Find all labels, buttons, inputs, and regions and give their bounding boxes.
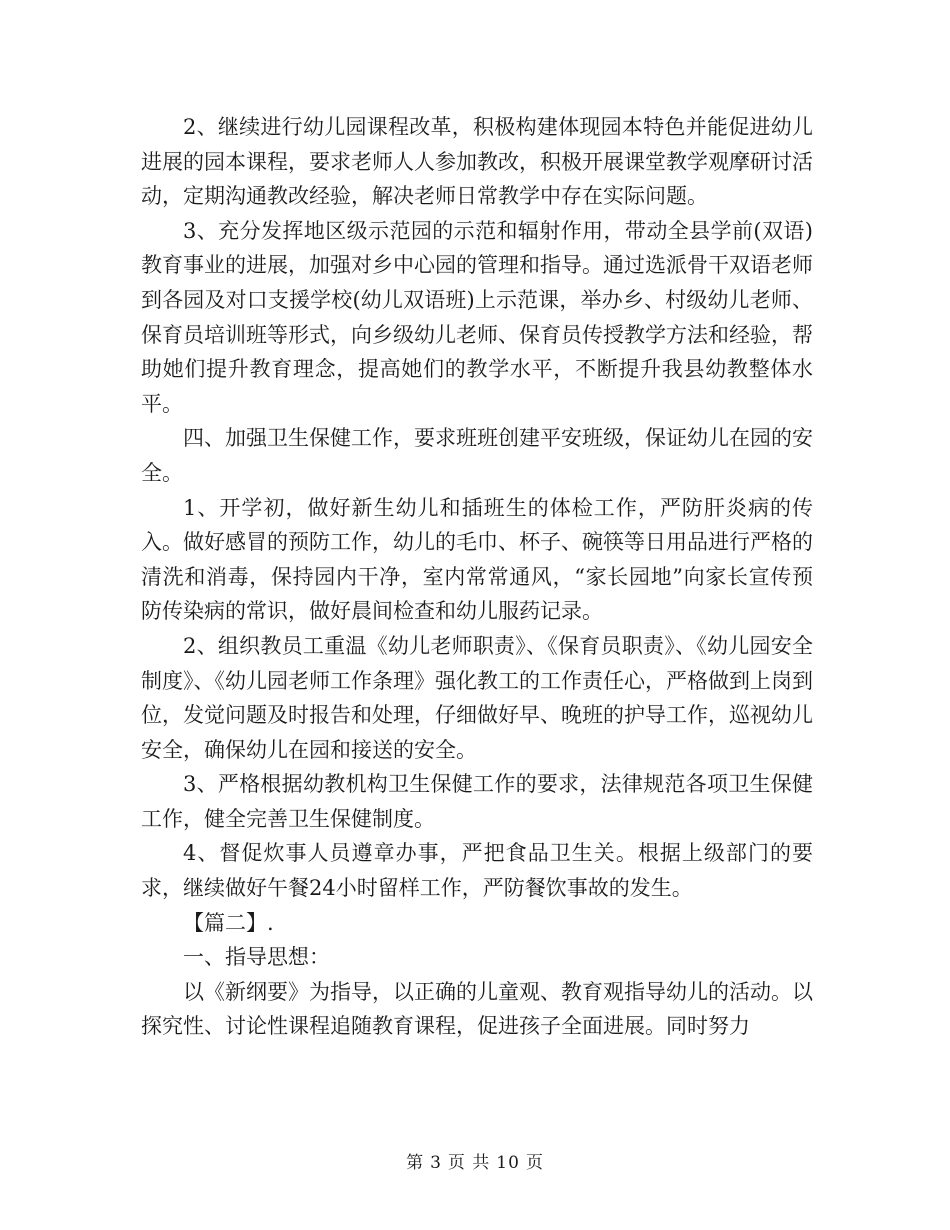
paragraph: 3、充分发挥地区级示范园的示范和辐射作用，带动全县学前(双语)教育事业的进展，加强对乡中心园的管理和指导。通过选派骨干双语老师到各园及对口支援学校(幼儿双语班)上示范课，举办乡、村级幼儿老师、保育员培训班等形式，向乡级幼儿老师、保育员传授教学方法和经验，帮助她们提升教育理念，提高她们的教学水平，不断提升我县幼教整体水平。 [141, 218, 813, 416]
footer-middle: 页 共 [447, 1153, 491, 1173]
paragraph: 4、督促炊事人员遵章办事，严把食品卫生关。根据上级部门的要求，继续做好午餐24小时留样工作，严防餐饮事故的发生。 [141, 841, 813, 901]
current-page-number: 3 [430, 1153, 442, 1173]
paragraph: 1、开学初，做好新生幼儿和插班生的体检工作，严防肝炎病的传入。做好感冒的预防工作，幼儿的毛巾、杯子、碗筷等日用品进行严格的清洗和消毒，保持园内干净，室内常常通风，“家长园地”向家长宣传预防传染病的常识，做好晨间检查和幼儿服药记录。 [141, 495, 813, 624]
footer-suffix: 页 [525, 1153, 544, 1173]
section-heading: 一、指导思想： [183, 945, 330, 970]
part-heading: 【篇二】. [183, 910, 274, 935]
paragraph: 3、严格根据幼教机构卫生保健工作的要求，法律规范各项卫生保健工作，健全完善卫生保健制度。 [141, 772, 813, 831]
total-pages-number: 10 [496, 1153, 520, 1173]
document-body [141, 110, 813, 1044]
paragraph: 以《新纲要》为指导，以正确的儿童观、教育观指导幼儿的活动。以探究性、讨论性课程追随教育课程，促进孩子全面进展。同时努力 [141, 979, 813, 1039]
paragraph: 2、继续进行幼儿园课程改革，积极构建体现园本特色并能促进幼儿进展的园本课程，要求老师人人参加教改，积极开展课堂教学观摩研讨活动，定期沟通教改经验，解决老师日常教学中存在实际问题。 [141, 115, 813, 209]
footer-prefix: 第 [406, 1153, 425, 1173]
section-heading: 四、加强卫生保健工作，要求班班创建平安班级，保证幼儿在园的安全。 [141, 426, 813, 485]
paragraph: 2、组织教员工重温《幼儿老师职责》、《保育员职责》、《幼儿园安全制度》、《幼儿园老师工作条理》强化教工的工作责任心，严格做到上岗到位，发觉问题及时报告和处理，仔细做好早、晚班的护导工作，巡视幼儿安全，确保幼儿在园和接送的安全。 [141, 633, 813, 762]
page-footer [0, 1148, 950, 1173]
